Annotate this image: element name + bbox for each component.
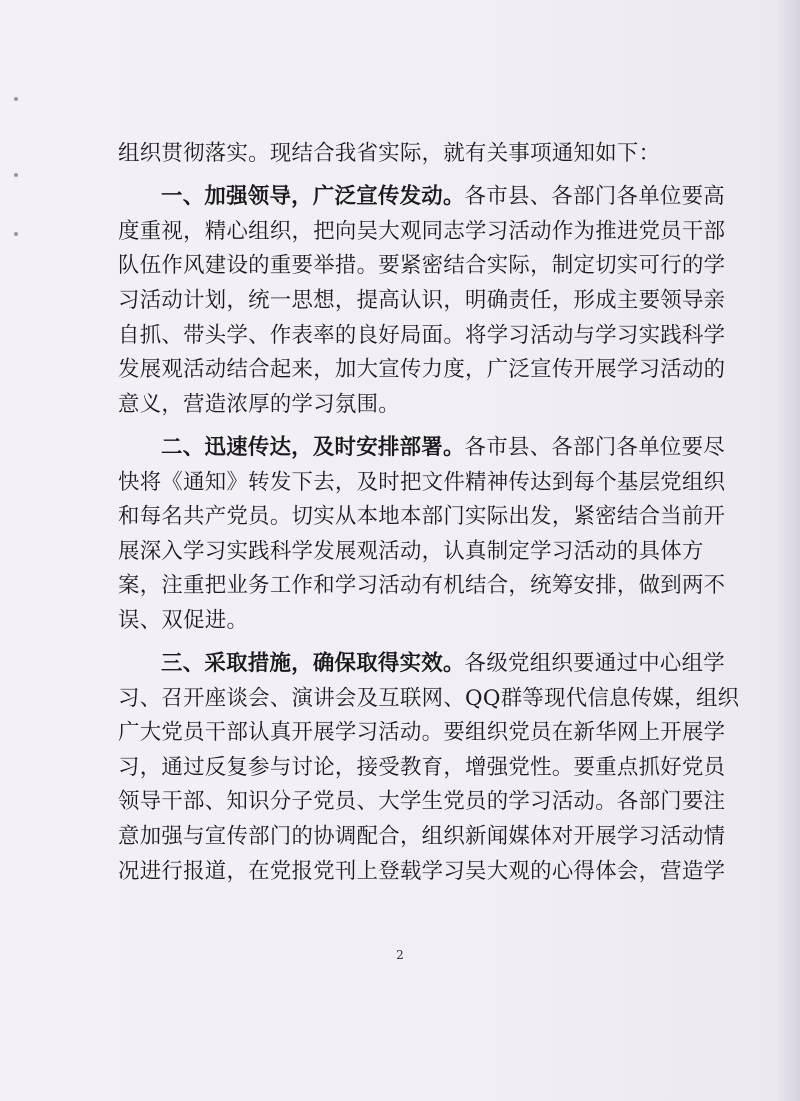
punch-mark — [14, 173, 18, 177]
paragraph-gap — [118, 639, 678, 648]
text-line — [118, 716, 726, 751]
body-text: 各级党组织要通过中心组学 — [464, 651, 725, 677]
body-text: 领导干部、知识分子党员、大学生党员的学习活动。各部门要注 — [118, 789, 726, 815]
body-text: 发展观活动结合起来，加大宣传力度，广泛宣传开展学习活动的 — [118, 357, 726, 383]
text-line — [118, 180, 725, 215]
text-line — [118, 785, 726, 820]
body-text: 况进行报道，在党报党刊上登载学习吴大观的心得体会，营造学 — [118, 858, 726, 884]
section-heading: 一、加强领导，广泛宣传发动。 — [161, 184, 465, 210]
body-text: 意加强与宣传部门的协调配合，组织新闻媒体对开展学习活动情 — [118, 824, 726, 850]
text-line — [118, 535, 704, 570]
text-line — [118, 820, 726, 855]
body-text: 习、召开座谈会、演讲会及互联网、QQ群等现代信息传媒，组织 — [118, 685, 740, 711]
text-line — [118, 647, 725, 682]
body-text: 误、双促进。 — [118, 607, 249, 633]
text-line — [118, 500, 726, 535]
body-text: 展深入学习实践科学发展观活动，认真制定学习活动的具体方 — [118, 538, 704, 564]
text-line — [118, 855, 726, 890]
body-text: 案，注重把业务工作和学习活动有机结合，统筹安排，做到两不 — [118, 573, 726, 599]
punch-mark — [14, 97, 18, 101]
body-text: 各市县、各部门各单位要尽 — [464, 434, 725, 460]
body-text: 习活动计划，统一思想，提高认识，明确责任，形成主要领导亲 — [118, 287, 726, 313]
page-number: 2 — [396, 948, 404, 962]
text-line — [118, 466, 726, 501]
body-text: 和每名共产党员。切实从本地本部门实际出发，紧密结合当前开 — [118, 504, 726, 530]
body-text: 自抓、带头学、作表率的良好局面。将学习活动与学习实践科学 — [118, 322, 726, 348]
body-text: 组织贯彻落实。现结合我省实际，就有关事项通知如下： — [118, 141, 661, 166]
text-line — [118, 284, 726, 319]
text-line — [118, 569, 726, 604]
document-body — [118, 137, 740, 889]
body-text: 度重视，精心组织，把向吴大观同志学习活动作为推进党员干部 — [118, 218, 726, 244]
section-heading: 三、采取措施，确保取得实效。 — [161, 651, 465, 677]
text-line — [118, 215, 726, 250]
body-text: 广大党员干部认真开展学习活动。要组织党员在新华网上开展学 — [118, 720, 726, 746]
body-text: 习，通过反复参与讨论，接受教育，增强党性。要重点抓好党员 — [118, 754, 726, 780]
text-line — [118, 431, 725, 466]
text-line — [118, 249, 726, 284]
body-text: 各市县、各部门各单位要高 — [464, 184, 725, 210]
body-text: 意义，营造浓厚的学习氛围。 — [118, 391, 400, 417]
punch-mark — [14, 232, 18, 236]
paragraph-gap — [118, 422, 678, 431]
section-heading: 二、迅速传达，及时安排部署。 — [161, 434, 465, 460]
page-edge-shadow — [778, 0, 800, 1101]
text-line — [118, 353, 726, 388]
text-line — [118, 137, 678, 172]
text-line — [118, 682, 740, 717]
text-line — [118, 604, 678, 639]
text-line — [118, 388, 678, 423]
body-text: 队伍作风建设的重要举措。要紧密结合实际，制定切实可行的学 — [118, 253, 726, 279]
body-text: 快将《通知》转发下去，及时把文件精神传达到每个基层党组织 — [118, 469, 726, 495]
text-line — [118, 319, 726, 354]
paragraph-gap — [118, 172, 678, 181]
text-line — [118, 751, 726, 786]
